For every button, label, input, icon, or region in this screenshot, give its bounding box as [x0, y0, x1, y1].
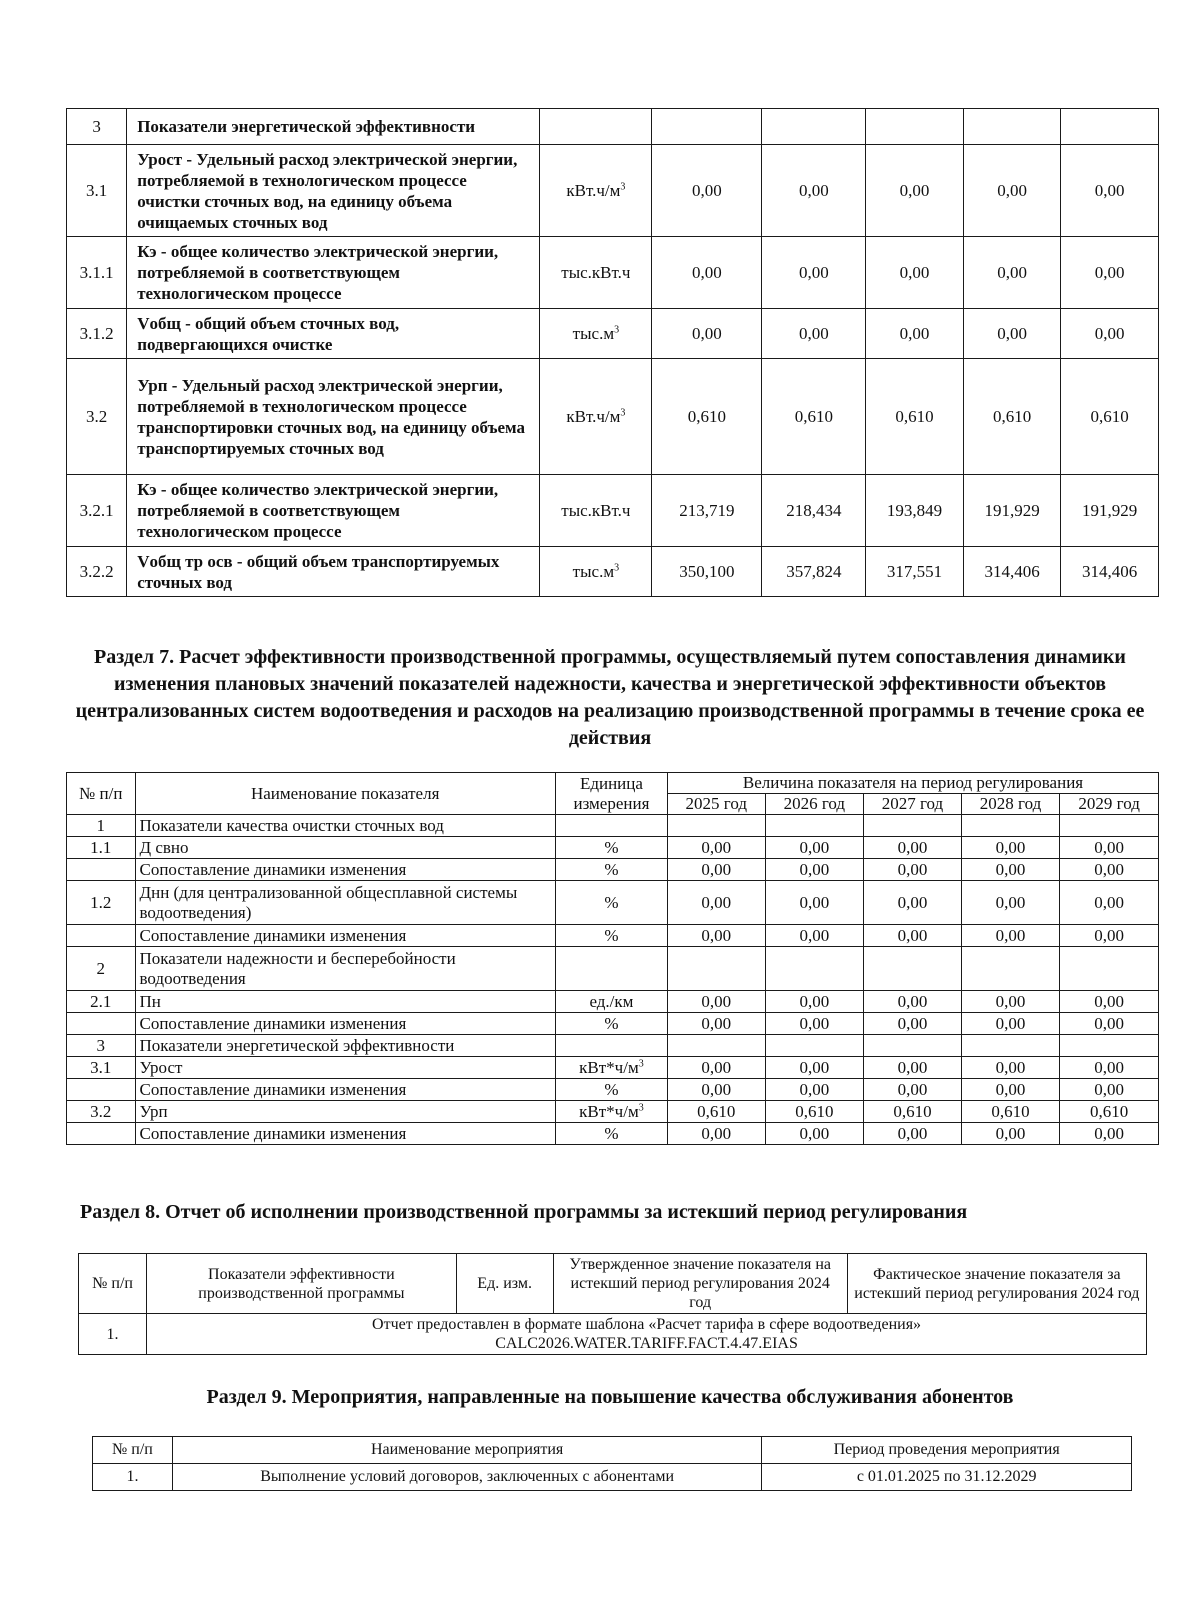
value-cell: 0,00 — [667, 925, 765, 947]
value-cell: 0,00 — [1060, 1123, 1159, 1145]
unit-exponent: 3 — [614, 561, 620, 573]
table-row — [93, 1464, 1132, 1491]
value-cell: 0,00 — [864, 1057, 962, 1079]
value-cell — [864, 815, 962, 837]
row-name: Пн — [135, 991, 555, 1013]
year-header: 2025 год — [667, 794, 765, 815]
value-cell: 0,00 — [864, 1123, 962, 1145]
table-row — [67, 947, 1159, 991]
section9-header-row — [93, 1437, 1132, 1464]
unit-text: кВт.ч/м — [566, 180, 621, 200]
row-period: с 01.01.2025 по 31.12.2029 — [762, 1464, 1132, 1491]
table-row — [67, 109, 1159, 145]
value-cell: 0,00 — [864, 881, 962, 925]
value-cell: 0,00 — [864, 837, 962, 859]
value-cell: 0,610 — [667, 1101, 765, 1123]
unit-text: кВт.ч/м — [566, 406, 621, 426]
row-name: Сопоставление динамики изменения — [135, 1013, 555, 1035]
row-num: 3.2 — [67, 1101, 136, 1123]
value-cell: 0,00 — [1060, 925, 1159, 947]
year-header: 2028 год — [961, 794, 1060, 815]
unit-exponent: 3 — [638, 1101, 644, 1113]
value-cell: 0,00 — [765, 1123, 864, 1145]
row-num: 3.2.1 — [67, 475, 127, 547]
row-unit — [555, 1101, 667, 1123]
table-row — [67, 475, 1159, 547]
table-row — [67, 1035, 1159, 1057]
value-cell: 0,00 — [765, 881, 864, 925]
row-num: 2.1 — [67, 991, 136, 1013]
value-cell: 0,610 — [864, 1101, 962, 1123]
value-cell: 0,00 — [765, 859, 864, 881]
value-cell: 0,00 — [765, 1013, 864, 1035]
row-name: Показатели качества очистки сточных вод — [135, 815, 555, 837]
value-cell: 0,00 — [667, 837, 765, 859]
row-num: 2 — [67, 947, 136, 991]
year-header: 2029 год — [1060, 794, 1159, 815]
year-header: 2027 год — [864, 794, 962, 815]
unit-exponent: 3 — [620, 180, 626, 192]
section8-heading: Раздел 8. Отчет об исполнении производственной программы за истекший период регулирования — [80, 1201, 968, 1223]
value-cell — [667, 947, 765, 991]
value-cell: 0,00 — [1060, 1013, 1159, 1035]
col-approved-header: Утвержденное значение показателя на истекший период регулирования 2024 год — [553, 1254, 847, 1314]
value-cell — [961, 1035, 1060, 1057]
table-row — [67, 237, 1159, 309]
table-row — [67, 925, 1159, 947]
row-unit — [540, 359, 652, 475]
col-name-header: Показатели эффективности производственной программы — [147, 1254, 457, 1314]
section7-table — [66, 772, 1159, 1145]
section7-header-row — [67, 773, 1159, 794]
value-cell: 0,00 — [961, 1013, 1060, 1035]
value-cell: 0,00 — [667, 1123, 765, 1145]
table-row — [67, 1079, 1159, 1101]
row-name: Сопоставление динамики изменения — [135, 1123, 555, 1145]
value-cell — [762, 109, 866, 145]
value-cell: 0,00 — [866, 145, 964, 237]
unit-exponent: 3 — [614, 323, 620, 335]
row-num — [67, 1013, 136, 1035]
col-num-header: № п/п — [67, 773, 136, 815]
value-cell — [864, 947, 962, 991]
value-cell: 0,610 — [866, 359, 964, 475]
value-cell — [652, 109, 762, 145]
value-cell: 0,00 — [866, 237, 964, 309]
row-name: Урост - Удельный расход электрической энергии, потребляемой в технологическом процессе очистки сточных вод, на единицу объема очищаемых сточных вод — [127, 145, 540, 237]
value-cell: 218,434 — [762, 475, 866, 547]
row-unit — [555, 947, 667, 991]
value-cell: 0,00 — [652, 145, 762, 237]
value-cell: 0,00 — [961, 991, 1060, 1013]
value-cell — [961, 947, 1060, 991]
value-cell: 0,610 — [652, 359, 762, 475]
value-cell: 0,00 — [762, 145, 866, 237]
table-row — [67, 815, 1159, 837]
value-cell: 0,00 — [1060, 991, 1159, 1013]
value-cell: 0,00 — [866, 309, 964, 359]
value-cell: 0,00 — [864, 859, 962, 881]
col-period-header: Период проведения мероприятия — [762, 1437, 1132, 1464]
unit-text: тыс.м — [572, 323, 615, 343]
unit-text: тыс.кВт.ч — [561, 262, 631, 282]
table-row — [67, 991, 1159, 1013]
row-num — [67, 859, 136, 881]
table-row — [67, 859, 1159, 881]
unit-text: % — [604, 1079, 619, 1099]
row-name: Урп - Удельный расход электрической энергии, потребляемой в технологическом процессе транспортировки сточных вод, на единицу объема транспортируемых сточных вод — [127, 359, 540, 475]
value-cell: 314,406 — [1061, 547, 1159, 597]
value-cell — [1060, 815, 1159, 837]
section9-heading: Раздел 9. Мероприятия, направленные на повышение качества обслуживания абонентов — [206, 1386, 1014, 1408]
row-num: 3.2 — [67, 359, 127, 475]
value-cell — [667, 815, 765, 837]
row-num: 1. — [93, 1464, 173, 1491]
row-unit — [540, 109, 652, 145]
energy-efficiency-table — [66, 108, 1159, 597]
section8-table — [78, 1253, 1147, 1355]
table-row — [67, 1013, 1159, 1035]
row-name: Урп — [135, 1101, 555, 1123]
value-cell: 0,00 — [667, 1079, 765, 1101]
unit-text: тыс.кВт.ч — [561, 500, 631, 520]
value-cell — [864, 1035, 962, 1057]
value-cell: 191,929 — [1061, 475, 1159, 547]
value-cell: 0,00 — [1061, 145, 1159, 237]
value-cell: 0,00 — [864, 991, 962, 1013]
row-num: 3.1 — [67, 145, 127, 237]
unit-text: кВт*ч/м — [579, 1101, 639, 1121]
value-cell — [765, 1035, 864, 1057]
row-unit — [540, 475, 652, 547]
row-num: 3 — [67, 109, 127, 145]
row-name: Кэ - общее количество электрической энергии, потребляемой в соответствующем технологическом процессе — [127, 237, 540, 309]
row-unit — [555, 815, 667, 837]
row-name: Сопоставление динамики изменения — [135, 859, 555, 881]
unit-text: % — [604, 1123, 619, 1143]
table-row — [67, 145, 1159, 237]
value-cell: 0,00 — [667, 1013, 765, 1035]
value-cell: 0,610 — [762, 359, 866, 475]
value-cell: 0,00 — [864, 925, 962, 947]
value-cell: 0,00 — [963, 309, 1061, 359]
row-unit — [540, 145, 652, 237]
row-num — [67, 925, 136, 947]
value-cell: 0,00 — [1061, 309, 1159, 359]
col-actual-header: Фактическое значение показателя за истекший период регулирования 2024 год — [847, 1254, 1146, 1314]
value-cell: 0,00 — [667, 881, 765, 925]
value-cell: 0,00 — [765, 1079, 864, 1101]
section7-heading: Раздел 7. Расчет эффективности производственной программы, осуществляемый путем сопоставления динамики изменения плановых значений показателей надежности, качества и энергетической эффективности объектов централизованных систем водоотведения и расходов на реализацию производственной программы в течение срока ее действия — [75, 646, 1145, 749]
row-name: Показатели надежности и бесперебойности водоотведения — [135, 947, 555, 991]
value-cell: 0,00 — [765, 1057, 864, 1079]
value-cell: 0,610 — [765, 1101, 864, 1123]
row-num: 3.1.1 — [67, 237, 127, 309]
row-name: Урост — [135, 1057, 555, 1079]
row-name: Показатели энергетической эффективности — [135, 1035, 555, 1057]
row-name: Показатели энергетической эффективности — [127, 109, 540, 145]
value-cell: 0,00 — [765, 837, 864, 859]
row-name: Сопоставление динамики изменения — [135, 925, 555, 947]
value-cell — [1060, 1035, 1159, 1057]
section8-header-row — [79, 1254, 1147, 1314]
table-row — [67, 1101, 1159, 1123]
row-num: 3.1.2 — [67, 309, 127, 359]
row-unit — [540, 547, 652, 597]
col-unit-header: Единица измерения — [555, 773, 667, 815]
section9-table — [92, 1436, 1132, 1491]
value-cell: 0,00 — [963, 145, 1061, 237]
col-name-header: Наименование мероприятия — [172, 1437, 761, 1464]
table-row — [67, 1123, 1159, 1145]
table-row — [67, 837, 1159, 859]
report-template-code: CALC2026.WATER.TARIFF.FACT.4.47.EIAS — [495, 1335, 798, 1352]
row-num — [67, 1079, 136, 1101]
report-note-text: Отчет предоставлен в формате шаблона «Расчет тарифа в сфере водоотведения» — [372, 1316, 922, 1333]
value-cell: 0,610 — [963, 359, 1061, 475]
row-unit — [540, 237, 652, 309]
row-unit — [555, 1013, 667, 1035]
table-row — [67, 309, 1159, 359]
value-cell: 0,00 — [667, 859, 765, 881]
value-cell — [1061, 109, 1159, 145]
value-cell: 0,00 — [961, 1057, 1060, 1079]
unit-text: кВт*ч/м — [579, 1057, 639, 1077]
unit-text: % — [604, 859, 619, 879]
row-name: Днн (для централизованной общесплавной системы водоотведения) — [135, 881, 555, 925]
col-name-header: Наименование показателя — [135, 773, 555, 815]
value-cell — [667, 1035, 765, 1057]
row-name: Vобщ - общий объем сточных вод, подвергающихся очистке — [127, 309, 540, 359]
row-num: 3.1 — [67, 1057, 136, 1079]
row-name: Выполнение условий договоров, заключенных с абонентами — [172, 1464, 761, 1491]
value-cell: 0,00 — [652, 309, 762, 359]
row-unit — [555, 1035, 667, 1057]
value-cell: 0,00 — [1060, 1057, 1159, 1079]
value-cell — [1060, 947, 1159, 991]
row-num: 1 — [67, 815, 136, 837]
value-cell: 213,719 — [652, 475, 762, 547]
row-unit — [555, 1057, 667, 1079]
row-name: Vобщ тр осв - общий объем транспортируемых сточных вод — [127, 547, 540, 597]
value-cell: 0,00 — [765, 925, 864, 947]
col-unit-header: Ед. изм. — [456, 1254, 553, 1314]
value-cell: 357,824 — [762, 547, 866, 597]
value-cell: 0,00 — [961, 859, 1060, 881]
col-num-header: № п/п — [79, 1254, 147, 1314]
row-name: Д свно — [135, 837, 555, 859]
value-cell: 0,00 — [1060, 837, 1159, 859]
table-row — [67, 1057, 1159, 1079]
row-num: 1.2 — [67, 881, 136, 925]
value-cell — [963, 109, 1061, 145]
row-num: 3.2.2 — [67, 547, 127, 597]
unit-text: % — [604, 1013, 619, 1033]
row-name: Сопоставление динамики изменения — [135, 1079, 555, 1101]
unit-text: тыс.м — [572, 561, 615, 581]
row-num: 1.1 — [67, 837, 136, 859]
value-cell: 0,610 — [1060, 1101, 1159, 1123]
value-cell: 0,00 — [961, 1079, 1060, 1101]
unit-text: % — [604, 837, 619, 857]
row-unit — [555, 925, 667, 947]
value-cell: 0,00 — [961, 925, 1060, 947]
unit-exponent: 3 — [638, 1057, 644, 1069]
col-period-header: Величина показателя на период регулирования — [667, 773, 1158, 794]
row-name: Кэ - общее количество электрической энергии, потребляемой в соответствующем технологическом процессе — [127, 475, 540, 547]
year-header: 2026 год — [765, 794, 864, 815]
value-cell: 0,610 — [961, 1101, 1060, 1123]
value-cell: 0,00 — [1060, 881, 1159, 925]
report-note — [147, 1314, 1147, 1355]
value-cell: 0,00 — [961, 837, 1060, 859]
value-cell: 0,00 — [963, 237, 1061, 309]
value-cell: 0,00 — [864, 1013, 962, 1035]
value-cell: 314,406 — [963, 547, 1061, 597]
value-cell: 350,100 — [652, 547, 762, 597]
value-cell: 0,00 — [652, 237, 762, 309]
col-num-header: № п/п — [93, 1437, 173, 1464]
value-cell: 0,00 — [667, 991, 765, 1013]
value-cell: 191,929 — [963, 475, 1061, 547]
unit-text: % — [604, 892, 619, 912]
value-cell: 0,00 — [762, 237, 866, 309]
value-cell: 0,00 — [667, 1057, 765, 1079]
unit-text: % — [604, 925, 619, 945]
value-cell: 0,00 — [864, 1079, 962, 1101]
row-unit — [540, 309, 652, 359]
row-num — [67, 1123, 136, 1145]
value-cell: 0,00 — [765, 991, 864, 1013]
value-cell: 193,849 — [866, 475, 964, 547]
value-cell — [765, 947, 864, 991]
row-unit — [555, 881, 667, 925]
table-row — [79, 1314, 1147, 1355]
row-unit — [555, 991, 667, 1013]
unit-exponent: 3 — [620, 406, 626, 418]
value-cell — [961, 815, 1060, 837]
value-cell: 0,00 — [1061, 237, 1159, 309]
row-unit — [555, 837, 667, 859]
row-unit — [555, 1123, 667, 1145]
value-cell: 0,00 — [961, 881, 1060, 925]
value-cell: 317,551 — [866, 547, 964, 597]
value-cell: 0,00 — [1060, 1079, 1159, 1101]
value-cell: 0,00 — [961, 1123, 1060, 1145]
value-cell — [866, 109, 964, 145]
table-row — [67, 547, 1159, 597]
value-cell — [765, 815, 864, 837]
unit-text: ед./км — [589, 991, 634, 1011]
table-row — [67, 359, 1159, 475]
row-num: 3 — [67, 1035, 136, 1057]
row-unit — [555, 1079, 667, 1101]
value-cell: 0,00 — [1060, 859, 1159, 881]
row-unit — [555, 859, 667, 881]
value-cell: 0,610 — [1061, 359, 1159, 475]
value-cell: 0,00 — [762, 309, 866, 359]
table-row — [67, 881, 1159, 925]
row-num: 1. — [79, 1314, 147, 1355]
